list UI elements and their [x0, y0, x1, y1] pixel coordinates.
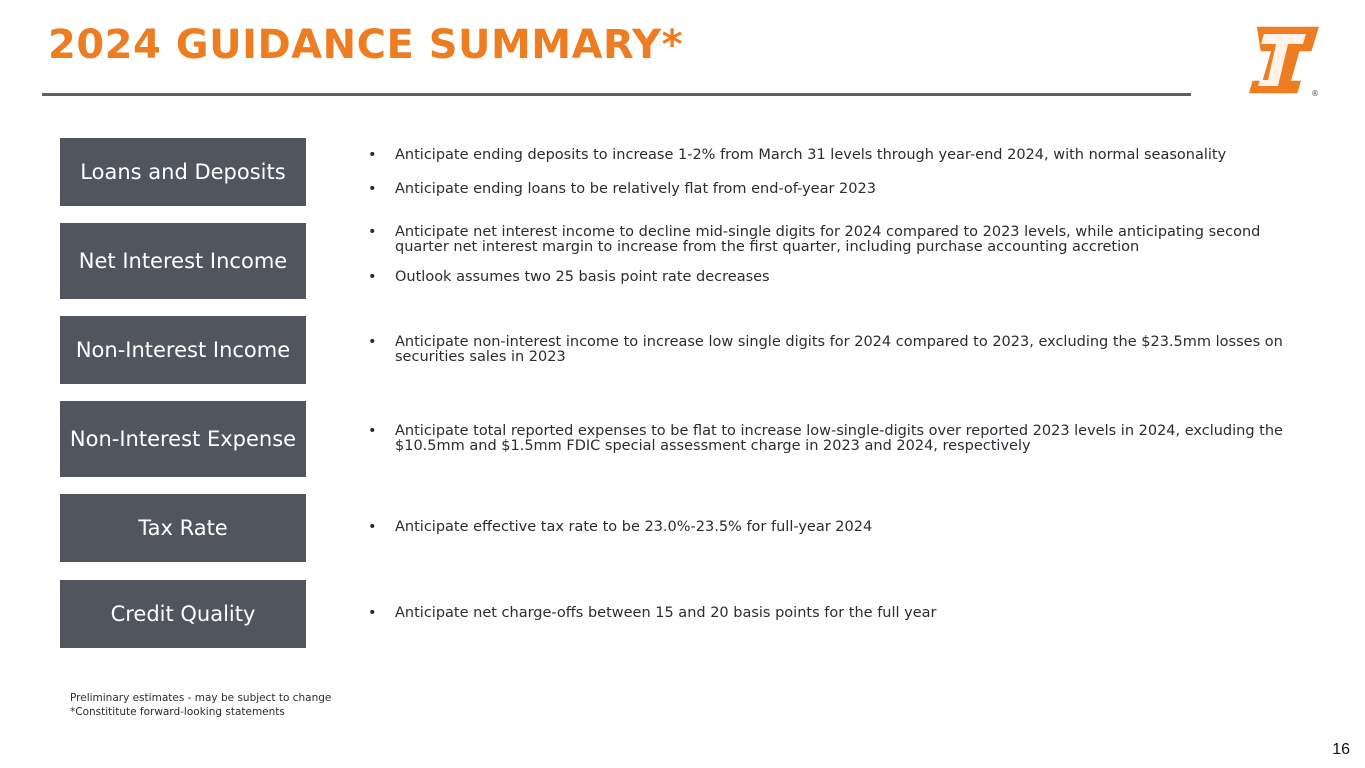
bullet-text: Anticipate effective tax rate to be 23.0%-23.5% for full-year 2024 — [395, 519, 873, 535]
footnote-forward-looking: *Constititute forward-looking statements — [70, 706, 285, 718]
bullet-icon: • — [368, 224, 377, 240]
bullet-text: Anticipate net charge-offs between 15 and 20 basis points for the full year — [395, 605, 937, 621]
bullet-list — [368, 424, 1308, 454]
bullet-item — [368, 424, 1308, 454]
slide-title: 2024 GUIDANCE SUMMARY* — [48, 22, 684, 68]
bullet-text: Anticipate total reported expenses to be flat to increase low-single-digits over reported 2023 levels in 2024, excluding the $10.5mm and $1.5mm FDIC special assessment charge in 2023 and 2024, respectively — [395, 423, 1283, 454]
title-divider — [42, 93, 1191, 96]
footnotes — [70, 691, 331, 719]
bullet-item — [368, 148, 1308, 163]
bullet-icon: • — [368, 181, 377, 197]
bullet-list — [368, 606, 1308, 621]
bullet-text: Anticipate non-interest income to increase low single digits for 2024 compared to 2023, excluding the $23.5mm losses on securities sales in 2023 — [395, 334, 1283, 365]
bullet-icon: • — [368, 269, 377, 285]
bullet-text: Anticipate net interest income to decline mid-single digits for 2024 compared to 2023 levels, while anticipating second quarter net interest margin to increase from the first quarter, including purchase accounting accretion — [395, 224, 1261, 255]
category-label: Credit Quality — [60, 580, 306, 648]
bullet-list — [368, 148, 1308, 197]
company-logo-icon — [1240, 24, 1324, 98]
bullet-item — [368, 182, 1308, 197]
bullet-item — [368, 335, 1308, 365]
bullet-text: Anticipate ending loans to be relatively flat from end-of-year 2023 — [395, 181, 876, 197]
page-number: 16 — [1332, 741, 1350, 758]
bullet-item — [368, 606, 1308, 621]
bullet-list — [368, 520, 1308, 535]
bullet-icon: • — [368, 147, 377, 163]
category-label: Loans and Deposits — [60, 138, 306, 206]
bullet-icon: • — [368, 423, 377, 439]
category-label: Non-Interest Expense — [60, 401, 306, 477]
bullet-item — [368, 270, 1308, 285]
bullet-text: Anticipate ending deposits to increase 1-2% from March 31 levels through year-end 2024, with normal seasonality — [395, 147, 1227, 163]
bullet-item — [368, 520, 1308, 535]
bullet-list — [368, 335, 1308, 365]
registered-mark: ® — [1311, 89, 1319, 98]
footnote-estimates: Preliminary estimates - may be subject to change — [70, 692, 332, 704]
category-label: Non-Interest Income — [60, 316, 306, 384]
bullet-icon: • — [368, 334, 377, 350]
category-label: Net Interest Income — [60, 223, 306, 299]
bullet-icon: • — [368, 519, 377, 535]
category-label: Tax Rate — [60, 494, 306, 562]
bullet-item — [368, 225, 1308, 255]
bullet-text: Outlook assumes two 25 basis point rate decreases — [395, 269, 770, 285]
bullet-list — [368, 225, 1308, 285]
bullet-icon: • — [368, 605, 377, 621]
